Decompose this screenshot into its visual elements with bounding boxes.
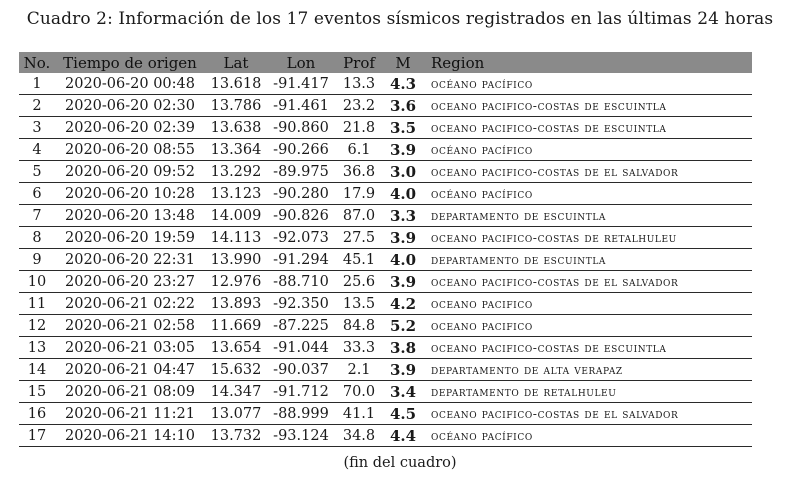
table-row [19, 73, 752, 95]
cell-depth: 33.3 [335, 337, 383, 359]
cell-depth: 17.9 [335, 183, 383, 205]
cell-magnitude: 3.9 [383, 359, 423, 381]
cell-depth: 84.8 [335, 315, 383, 337]
cell-region: oceano pacifico-costas de el salvador [423, 271, 752, 293]
table-row [19, 381, 752, 403]
cell-number: 9 [19, 249, 55, 271]
cell-magnitude: 4.0 [383, 249, 423, 271]
cell-latitude: 13.123 [205, 183, 267, 205]
column-header-prof: Prof [335, 52, 383, 73]
cell-longitude: -90.037 [267, 359, 335, 381]
cell-magnitude: 4.3 [383, 73, 423, 95]
cell-region: oceano pacifico-costas de el salvador [423, 161, 752, 183]
cell-region: océano pacífico [423, 73, 752, 95]
cell-latitude: 15.632 [205, 359, 267, 381]
cell-magnitude: 3.3 [383, 205, 423, 227]
cell-origin-time: 2020-06-20 02:30 [55, 95, 205, 117]
cell-number: 11 [19, 293, 55, 315]
seismic-events-table [19, 52, 752, 447]
cell-origin-time: 2020-06-20 02:39 [55, 117, 205, 139]
column-header-magnitude: M [383, 52, 423, 73]
cell-number: 1 [19, 73, 55, 95]
cell-latitude: 13.364 [205, 139, 267, 161]
cell-magnitude: 3.8 [383, 337, 423, 359]
cell-longitude: -92.350 [267, 293, 335, 315]
table-row [19, 161, 752, 183]
cell-origin-time: 2020-06-20 23:27 [55, 271, 205, 293]
cell-region: océano pacífico [423, 139, 752, 161]
table-caption: Cuadro 2: Información de los 17 eventos sísmicos registrados en las últimas 24 horas [26, 9, 774, 29]
cell-longitude: -91.461 [267, 95, 335, 117]
table-row [19, 337, 752, 359]
cell-number: 3 [19, 117, 55, 139]
cell-magnitude: 3.0 [383, 161, 423, 183]
table-row [19, 227, 752, 249]
cell-origin-time: 2020-06-20 13:48 [55, 205, 205, 227]
cell-origin-time: 2020-06-20 22:31 [55, 249, 205, 271]
cell-depth: 36.8 [335, 161, 383, 183]
cell-region: océano pacífico [423, 425, 752, 447]
cell-number: 14 [19, 359, 55, 381]
cell-depth: 6.1 [335, 139, 383, 161]
cell-number: 6 [19, 183, 55, 205]
table-row [19, 117, 752, 139]
cell-origin-time: 2020-06-21 02:58 [55, 315, 205, 337]
cell-region: océano pacífico [423, 183, 752, 205]
cell-latitude: 14.347 [205, 381, 267, 403]
table-row [19, 271, 752, 293]
table-row [19, 249, 752, 271]
cell-longitude: -89.975 [267, 161, 335, 183]
cell-depth: 13.3 [335, 73, 383, 95]
cell-magnitude: 3.4 [383, 381, 423, 403]
cell-region: oceano pacifico-costas de escuintla [423, 117, 752, 139]
cell-origin-time: 2020-06-21 08:09 [55, 381, 205, 403]
cell-magnitude: 3.6 [383, 95, 423, 117]
cell-depth: 87.0 [335, 205, 383, 227]
cell-longitude: -91.294 [267, 249, 335, 271]
cell-region: oceano pacifico-costas de el salvador [423, 403, 752, 425]
cell-latitude: 13.638 [205, 117, 267, 139]
cell-origin-time: 2020-06-21 04:47 [55, 359, 205, 381]
cell-number: 2 [19, 95, 55, 117]
cell-latitude: 12.976 [205, 271, 267, 293]
cell-depth: 27.5 [335, 227, 383, 249]
column-header-region: Region [423, 52, 752, 73]
cell-region: departamento de escuintla [423, 205, 752, 227]
cell-latitude: 13.893 [205, 293, 267, 315]
table-row [19, 95, 752, 117]
cell-number: 17 [19, 425, 55, 447]
cell-latitude: 14.113 [205, 227, 267, 249]
cell-origin-time: 2020-06-21 11:21 [55, 403, 205, 425]
cell-depth: 45.1 [335, 249, 383, 271]
cell-origin-time: 2020-06-21 14:10 [55, 425, 205, 447]
cell-depth: 21.8 [335, 117, 383, 139]
cell-latitude: 14.009 [205, 205, 267, 227]
table-row [19, 183, 752, 205]
cell-region: departamento de alta verapaz [423, 359, 752, 381]
cell-origin-time: 2020-06-20 10:28 [55, 183, 205, 205]
cell-magnitude: 3.9 [383, 139, 423, 161]
cell-longitude: -90.280 [267, 183, 335, 205]
cell-longitude: -91.417 [267, 73, 335, 95]
column-header-lon: Lon [267, 52, 335, 73]
table-row [19, 139, 752, 161]
cell-latitude: 13.292 [205, 161, 267, 183]
cell-magnitude: 4.4 [383, 425, 423, 447]
table-row [19, 359, 752, 381]
cell-number: 8 [19, 227, 55, 249]
cell-latitude: 13.732 [205, 425, 267, 447]
cell-magnitude: 3.9 [383, 271, 423, 293]
cell-longitude: -87.225 [267, 315, 335, 337]
cell-region: departamento de retalhuleu [423, 381, 752, 403]
cell-depth: 41.1 [335, 403, 383, 425]
cell-depth: 34.8 [335, 425, 383, 447]
cell-magnitude: 3.9 [383, 227, 423, 249]
cell-origin-time: 2020-06-20 08:55 [55, 139, 205, 161]
cell-region: oceano pacifico-costas de escuintla [423, 95, 752, 117]
cell-magnitude: 5.2 [383, 315, 423, 337]
column-header-no: No. [19, 52, 55, 73]
cell-longitude: -93.124 [267, 425, 335, 447]
cell-origin-time: 2020-06-20 19:59 [55, 227, 205, 249]
cell-latitude: 13.077 [205, 403, 267, 425]
cell-latitude: 13.654 [205, 337, 267, 359]
table-row [19, 403, 752, 425]
cell-magnitude: 4.0 [383, 183, 423, 205]
cell-magnitude: 4.2 [383, 293, 423, 315]
cell-depth: 25.6 [335, 271, 383, 293]
cell-depth: 70.0 [335, 381, 383, 403]
cell-longitude: -90.266 [267, 139, 335, 161]
cell-depth: 13.5 [335, 293, 383, 315]
cell-latitude: 13.786 [205, 95, 267, 117]
table-row [19, 425, 752, 447]
table-row [19, 315, 752, 337]
table-row [19, 293, 752, 315]
cell-latitude: 11.669 [205, 315, 267, 337]
cell-longitude: -91.712 [267, 381, 335, 403]
cell-number: 12 [19, 315, 55, 337]
table-footer-note: (fin del cuadro) [343, 455, 457, 471]
cell-number: 5 [19, 161, 55, 183]
cell-region: departamento de escuintla [423, 249, 752, 271]
cell-origin-time: 2020-06-20 00:48 [55, 73, 205, 95]
table-header-row [19, 52, 752, 73]
cell-magnitude: 3.5 [383, 117, 423, 139]
column-header-time: Tiempo de origen [55, 52, 205, 73]
cell-number: 13 [19, 337, 55, 359]
cell-number: 16 [19, 403, 55, 425]
cell-number: 10 [19, 271, 55, 293]
cell-depth: 2.1 [335, 359, 383, 381]
cell-number: 7 [19, 205, 55, 227]
cell-region: oceano pacifico-costas de escuintla [423, 337, 752, 359]
cell-region: oceano pacifico-costas de retalhuleu [423, 227, 752, 249]
cell-origin-time: 2020-06-21 03:05 [55, 337, 205, 359]
cell-region: oceano pacifico [423, 315, 752, 337]
cell-longitude: -92.073 [267, 227, 335, 249]
table-body [19, 73, 752, 447]
cell-region: oceano pacifico [423, 293, 752, 315]
column-header-lat: Lat [205, 52, 267, 73]
cell-number: 15 [19, 381, 55, 403]
cell-magnitude: 4.5 [383, 403, 423, 425]
cell-longitude: -90.826 [267, 205, 335, 227]
cell-origin-time: 2020-06-20 09:52 [55, 161, 205, 183]
cell-number: 4 [19, 139, 55, 161]
cell-latitude: 13.618 [205, 73, 267, 95]
cell-origin-time: 2020-06-21 02:22 [55, 293, 205, 315]
cell-longitude: -90.860 [267, 117, 335, 139]
cell-longitude: -88.710 [267, 271, 335, 293]
cell-latitude: 13.990 [205, 249, 267, 271]
cell-depth: 23.2 [335, 95, 383, 117]
cell-longitude: -88.999 [267, 403, 335, 425]
cell-longitude: -91.044 [267, 337, 335, 359]
table-row [19, 205, 752, 227]
